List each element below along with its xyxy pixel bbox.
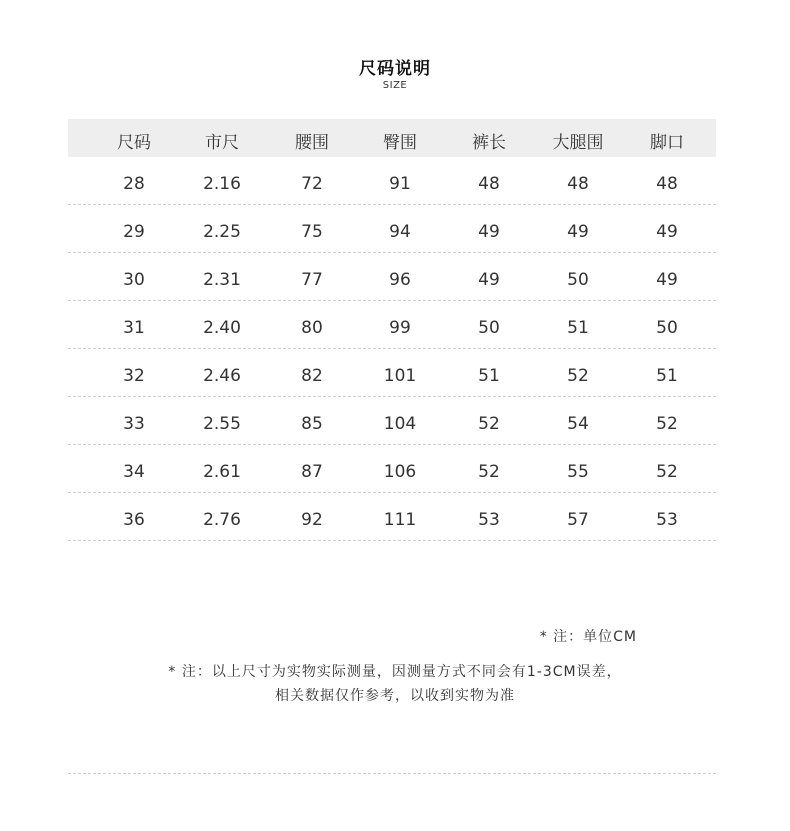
table-cell: 80 <box>301 318 323 338</box>
table-row <box>68 157 716 205</box>
table-cell: 106 <box>383 462 417 482</box>
table-cell: 49 <box>656 270 678 290</box>
table-cell: 2.16 <box>203 174 241 194</box>
table-cell: 49 <box>567 222 589 242</box>
table-cell: 30 <box>123 270 145 290</box>
table-row <box>68 301 716 349</box>
table-cell: 52 <box>478 462 500 482</box>
table-row <box>68 253 716 301</box>
disclaimer-note-line-2: 相关数据仅作参考，以收到实物为准 <box>275 688 515 704</box>
size-table <box>68 119 716 541</box>
table-cell: 48 <box>478 174 500 194</box>
header-cell-length: 裤长 <box>472 133 506 153</box>
table-cell: 51 <box>478 366 500 386</box>
table-cell: 82 <box>301 366 323 386</box>
header-cell-hem: 脚口 <box>650 133 684 153</box>
page-subtitle: SIZE <box>382 80 408 91</box>
unit-note: * 注：单位CM <box>539 629 637 645</box>
table-cell: 49 <box>478 270 500 290</box>
table-cell: 51 <box>656 366 678 386</box>
table-cell: 57 <box>567 510 589 530</box>
table-cell: 48 <box>656 174 678 194</box>
table-cell: 52 <box>478 414 500 434</box>
table-cell: 99 <box>389 318 411 338</box>
table-cell: 2.46 <box>203 366 241 386</box>
table-cell: 85 <box>301 414 323 434</box>
table-cell: 77 <box>301 270 323 290</box>
table-cell: 94 <box>389 222 411 242</box>
header-cell-size: 尺码 <box>117 133 151 153</box>
header-cell-shichi: 市尺 <box>205 133 239 153</box>
table-cell: 55 <box>567 462 589 482</box>
table-cell: 49 <box>656 222 678 242</box>
table-row <box>68 493 716 541</box>
table-cell: 31 <box>123 318 145 338</box>
table-cell: 2.25 <box>203 222 241 242</box>
table-cell: 2.55 <box>203 414 241 434</box>
table-cell: 96 <box>389 270 411 290</box>
table-cell: 72 <box>301 174 323 194</box>
table-cell: 104 <box>383 414 417 434</box>
disclaimer-note-line-1: * 注：以上尺寸为实物实际测量，因测量方式不同会有1-3CM误差， <box>168 664 622 680</box>
table-cell: 50 <box>567 270 589 290</box>
table-row <box>68 445 716 493</box>
table-cell: 51 <box>567 318 589 338</box>
table-cell: 53 <box>478 510 500 530</box>
bottom-divider <box>68 773 716 774</box>
table-cell: 48 <box>567 174 589 194</box>
table-cell: 36 <box>123 510 145 530</box>
table-cell: 53 <box>656 510 678 530</box>
table-cell: 34 <box>123 462 145 482</box>
table-row <box>68 397 716 445</box>
table-cell: 2.31 <box>203 270 241 290</box>
table-cell: 49 <box>478 222 500 242</box>
page-title: 尺码说明 <box>359 59 431 79</box>
table-cell: 75 <box>301 222 323 242</box>
header-cell-thigh: 大腿围 <box>552 133 604 153</box>
table-cell: 87 <box>301 462 323 482</box>
table-row <box>68 349 716 397</box>
table-cell: 33 <box>123 414 145 434</box>
table-cell: 28 <box>123 174 145 194</box>
table-cell: 111 <box>383 510 417 530</box>
table-cell: 2.61 <box>203 462 241 482</box>
table-cell: 52 <box>656 414 678 434</box>
table-cell: 54 <box>567 414 589 434</box>
table-cell: 2.40 <box>203 318 241 338</box>
table-header-row <box>68 119 716 157</box>
table-cell: 29 <box>123 222 145 242</box>
table-cell: 32 <box>123 366 145 386</box>
table-cell: 91 <box>389 174 411 194</box>
table-cell: 52 <box>656 462 678 482</box>
table-cell: 2.76 <box>203 510 241 530</box>
table-cell: 92 <box>301 510 323 530</box>
table-cell: 101 <box>383 366 417 386</box>
table-row <box>68 205 716 253</box>
header-cell-hip: 臀围 <box>383 133 417 153</box>
table-cell: 52 <box>567 366 589 386</box>
header-cell-waist: 腰围 <box>295 133 329 153</box>
table-cell: 50 <box>656 318 678 338</box>
table-cell: 50 <box>478 318 500 338</box>
